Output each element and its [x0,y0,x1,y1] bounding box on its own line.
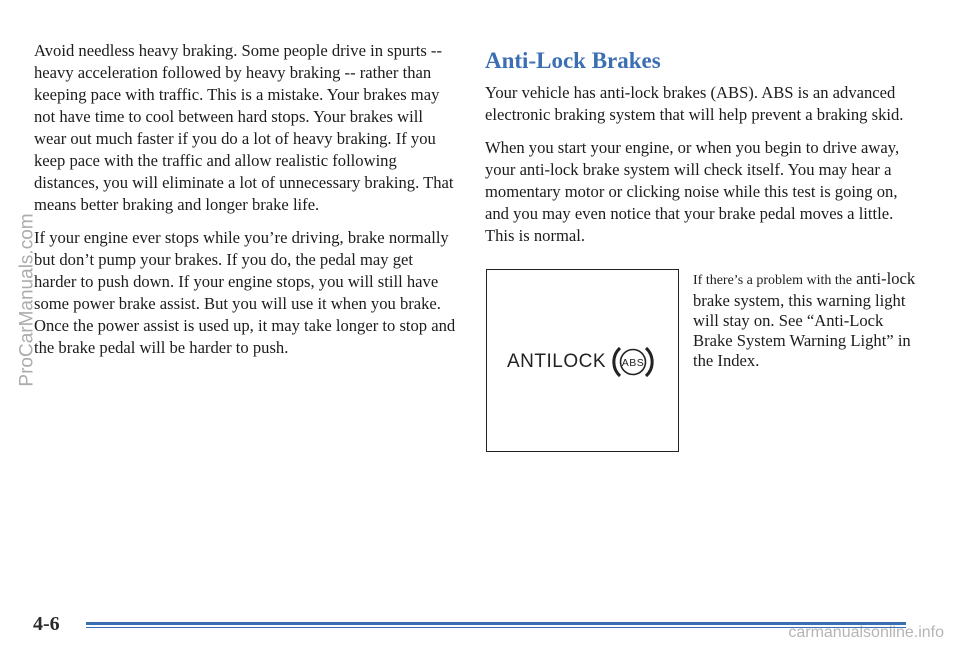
warning-light-figure [485,269,915,459]
left-column [34,40,459,370]
paragraph-engine-stops: If your engine ever stops while you’re driving, brake normally but don’t pump your brakes. If you do, the pedal may get harder to push down. If your engine stops, you will still have some power brake assist. But you will use it when you brake. Once the power assist is used up, it may take longer to stop and the brake pedal will be harder to push. [34,228,456,357]
caption-first-line: If there’s a problem with the [693,273,853,288]
section-heading: Anti-Lock Brakes [485,48,661,73]
watermark-text: ProCarManuals.com [17,213,39,387]
abs-warning-icon [611,342,655,382]
footer-rule-thin [86,627,906,628]
right-column [485,48,915,459]
paragraph-abs-selfcheck: When you start your engine, or when you begin to drive away, your anti-lock brake system will check itself. You may hear a momentary motor or clicking noise while this test is going on, and you may even notice that your brake pedal moves a little. This is normal. [485,138,900,245]
vertical-watermark [10,200,46,400]
antilock-indicator [507,342,655,382]
paragraph-heavy-braking: Avoid needless heavy braking. Some people drive in spurts -- heavy acceleration followed by heavy braking -- rather than keeping pace with traffic. This is a mistake. Your brakes may not have time to cool between hard stops. Your brakes will wear out much faster if you do a lot of heavy braking. If you keep pace with the traffic and allow realistic following distances, you will eliminate a lot of unnecessary braking. That means better braking and longer brake life. [34,41,454,214]
paragraph-abs-intro: Your vehicle has anti-lock brakes (ABS). ABS is an advanced electronic braking system that will help prevent a braking skid. [485,83,904,124]
footer-rule [86,622,906,625]
page-number: 4-6 [33,613,60,635]
abs-symbol-text: ABS [621,357,645,369]
warning-light-box [486,269,679,452]
footer-site-watermark: carmanualsonline.info [788,624,944,641]
caption-rest: anti-lock brake system, this warning light will stay on. See “Anti-Lock Brake System Warning Light” in the Index. [693,269,916,370]
antilock-label: ANTILOCK [507,351,607,372]
warning-light-caption [693,269,918,371]
